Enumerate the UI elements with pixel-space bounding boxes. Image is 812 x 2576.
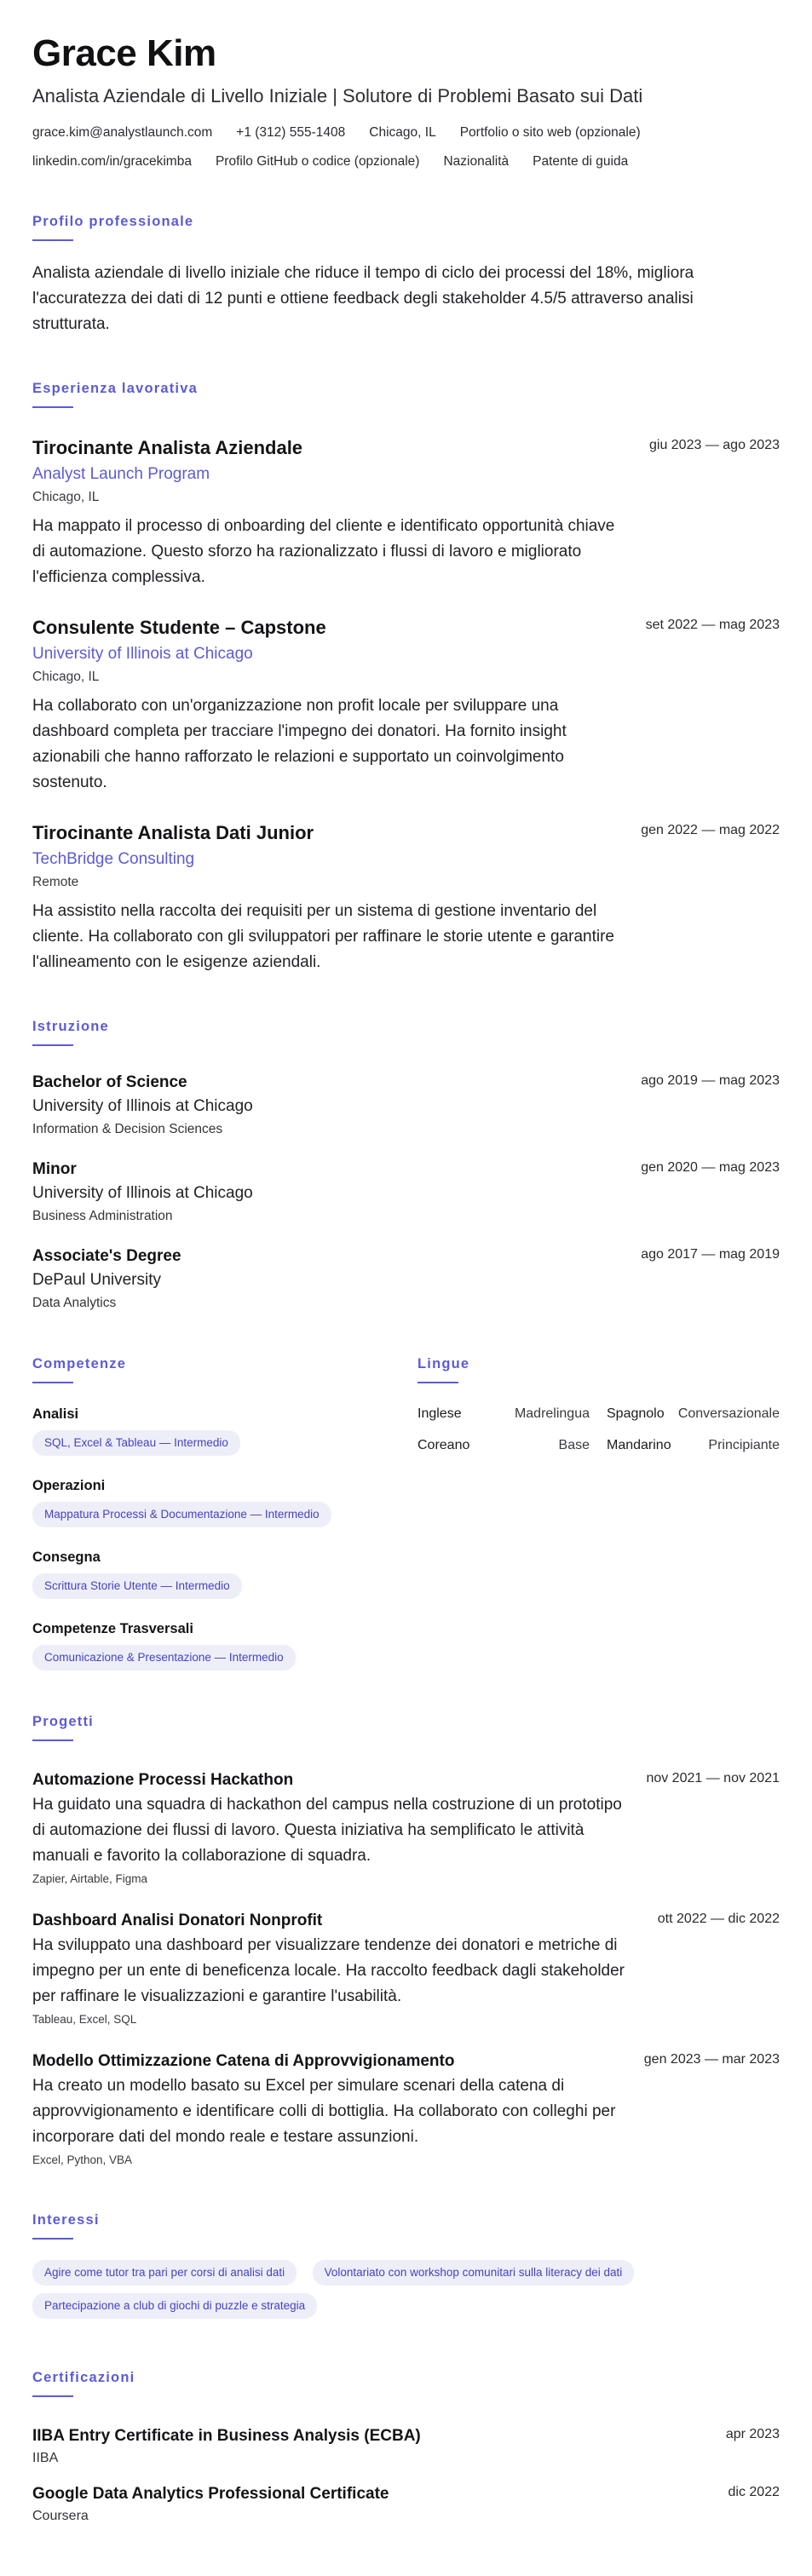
contact-location: Chicago, IL <box>369 125 436 140</box>
project-item <box>32 1769 780 1888</box>
language-name: Coreano <box>418 1438 470 1452</box>
certification-name: IIBA Entry Certificate in Business Analysis (ECBA) <box>32 2427 421 2445</box>
section-title: Lingue <box>418 1356 470 1371</box>
section-divider <box>32 1382 73 1383</box>
certification-date: apr 2023 <box>725 2427 780 2441</box>
employer-name: TechBridge Consulting <box>32 850 195 868</box>
project-title: Dashboard Analisi Donatori Nonprofit <box>32 1912 323 1929</box>
candidate-name: Grace Kim <box>32 32 216 74</box>
language-level: Principiante <box>708 1438 780 1452</box>
contact-linkedin[interactable]: linkedin.com/in/gracekimba <box>32 154 192 169</box>
certification-name: Google Data Analytics Professional Certificate <box>32 2485 389 2503</box>
education-dates: ago 2017 — mag 2019 <box>641 1247 780 1262</box>
section-title: Certificazioni <box>32 2370 135 2385</box>
field-of-study: Business Administration <box>32 1209 173 1223</box>
job-location: Remote <box>32 875 79 889</box>
school-name: University of Illinois at Chicago <box>32 1184 253 1202</box>
skill-group-name: Consegna <box>32 1550 101 1565</box>
section-title: Progetti <box>32 1714 94 1729</box>
skill-group <box>32 1476 418 1527</box>
language-level: Madrelingua <box>514 1406 590 1421</box>
project-item <box>32 2050 780 2169</box>
job-description: Ha collaborato con un'organizzazione non profit locale per sviluppare una dashboard completa per tracciare l'impegno dei donatori. Ha fornito insight azionabili che hanno rafforzato le relazioni e supportato un coinvolgimento sostenuto. <box>32 697 567 791</box>
contact-email[interactable]: grace.kim@analystlaunch.com <box>32 125 213 140</box>
skill-group-name: Analisi <box>32 1406 79 1422</box>
contact-github[interactable]: Profilo GitHub o codice (opzionale) <box>215 154 420 169</box>
school-name: DePaul University <box>32 1271 161 1289</box>
interest-chip: Volontariato con workshop comunitari sulla literacy dei dati <box>313 2260 635 2286</box>
interest-chip: Partecipazione a club di giochi di puzzle e strategia <box>32 2293 317 2319</box>
field-of-study: Information & Decision Sciences <box>32 1122 223 1136</box>
contact-list <box>32 124 765 170</box>
contact-phone[interactable]: +1 (312) 555-1408 <box>236 125 346 140</box>
project-title: Automazione Processi Hackathon <box>32 1771 294 1789</box>
certification-issuer: IIBA <box>32 2451 59 2465</box>
certification-issuer: Coursera <box>32 2509 89 2523</box>
project-technologies: Excel, Python, VBA <box>32 2153 133 2166</box>
language-name: Spagnolo <box>607 1406 665 1421</box>
project-item <box>32 1910 780 2028</box>
skills-languages-row <box>32 1355 780 1670</box>
certification-date: dic 2022 <box>728 2485 780 2499</box>
project-technologies: Zapier, Airtable, Figma <box>32 1872 148 1885</box>
section-title: Competenze <box>32 1356 127 1371</box>
interest-list <box>32 2260 765 2326</box>
section-title: Interessi <box>32 2212 100 2228</box>
skill-group <box>32 1548 418 1599</box>
job-dates: gen 2022 — mag 2022 <box>641 823 780 837</box>
resume-header <box>32 32 780 170</box>
degree-name: Minor <box>32 1160 77 1178</box>
education-item <box>32 1245 780 1313</box>
language-name: Inglese <box>418 1406 462 1421</box>
skill-chip: Scrittura Storie Utente — Intermedio <box>32 1573 242 1599</box>
education-dates: ago 2019 — mag 2023 <box>641 1073 780 1088</box>
education-dates: gen 2020 — mag 2023 <box>641 1160 780 1175</box>
contact-nationality: Nazionalità <box>443 154 510 169</box>
project-description: Ha sviluppato una dashboard per visualizzare tendenze dei donatori e metriche di impegno per un ente di beneficenza locale. Ha raccolto feedback dagli stakeholder per raffinare le visualizzazioni e garantire l'usabilità. <box>32 1936 625 2005</box>
section-divider <box>32 2395 73 2397</box>
skill-group-name: Competenze Trasversali <box>32 1621 193 1636</box>
languages-section <box>418 1355 780 1670</box>
interest-chip: Agire come tutor tra pari per corsi di analisi dati <box>32 2260 297 2286</box>
section-divider <box>32 1044 73 1046</box>
projects-section <box>32 1713 780 2169</box>
degree-name: Associate's Degree <box>32 1247 181 1265</box>
job-description: Ha assistito nella raccolta dei requisiti per un sistema di gestione inventario del cliente. Ha collaborato con gli sviluppatori per raffinare le storie utente e garantire l'allineamento con le esigenze aziendali. <box>32 902 614 971</box>
job-location: Chicago, IL <box>32 490 100 504</box>
section-title: Profilo professionale <box>32 214 194 229</box>
project-technologies: Tableau, Excel, SQL <box>32 2013 137 2026</box>
language-row <box>418 1436 780 1455</box>
degree-name: Bachelor of Science <box>32 1073 187 1091</box>
section-divider <box>32 2238 73 2240</box>
project-dates: ott 2022 — dic 2022 <box>657 1912 780 1926</box>
project-dates: nov 2021 — nov 2021 <box>646 1771 780 1785</box>
job-dates: set 2022 — mag 2023 <box>645 618 780 632</box>
skill-chip: Mappatura Processi & Documentazione — Intermedio <box>32 1502 331 1527</box>
employer-name: University of Illinois at Chicago <box>32 645 253 663</box>
skill-chip: SQL, Excel & Tableau — Intermedio <box>32 1430 240 1456</box>
school-name: University of Illinois at Chicago <box>32 1097 253 1115</box>
job-dates: giu 2023 — ago 2023 <box>648 438 780 452</box>
experience-item <box>32 436 780 590</box>
project-description: Ha creato un modello basato su Excel per simulare scenari della catena di approvvigionamento e identificare colli di bottiglia. Ha collaborato con colleghi per incorporare dati del mondo reale e testare assunzioni. <box>32 2077 616 2146</box>
job-title: Consulente Studente – Capstone <box>32 617 326 638</box>
section-title: Esperienza lavorativa <box>32 381 198 396</box>
skill-group <box>32 1619 418 1670</box>
education-item <box>32 1072 780 1139</box>
section-title: Istruzione <box>32 1019 109 1034</box>
language-level: Conversazionale <box>677 1406 780 1421</box>
interests-section <box>32 2211 780 2326</box>
job-title: Tirocinante Analista Aziendale <box>32 437 303 458</box>
project-dates: gen 2023 — mar 2023 <box>643 2052 780 2067</box>
section-divider <box>32 1739 73 1741</box>
field-of-study: Data Analytics <box>32 1296 117 1310</box>
experience-section <box>32 380 780 975</box>
job-description: Ha mappato il processo di onboarding del cliente e identificato opportunità chiave di automazione. Questo sforzo ha razionalizzato i flussi di lavoro e migliorato l'efficienza complessiva. <box>32 517 615 586</box>
section-divider <box>32 239 73 241</box>
language-level: Base <box>558 1438 590 1452</box>
job-title: Tirocinante Analista Dati Junior <box>32 822 314 843</box>
skill-group-name: Operazioni <box>32 1478 106 1493</box>
job-location: Chicago, IL <box>32 670 100 684</box>
project-title: Modello Ottimizzazione Catena di Approvvigionamento <box>32 2052 455 2070</box>
education-item <box>32 1159 780 1226</box>
project-description: Ha guidato una squadra di hackathon del campus nella costruzione di un prototipo di automazione dei flussi di lavoro. Questa iniziativa ha semplificato le attività manuali e favorito la collaborazione di squadra. <box>32 1796 622 1865</box>
contact-portfolio[interactable]: Portfolio o sito web (opzionale) <box>459 125 641 140</box>
candidate-headline: Analista Aziendale di Livello Iniziale | Solutore di Problemi Basato sui Dati <box>32 85 643 106</box>
skills-section <box>32 1355 418 1670</box>
experience-item <box>32 821 780 975</box>
certifications-section <box>32 2369 780 2526</box>
summary-text: Analista aziendale di livello iniziale che riduce il tempo di ciclo dei processi del 18%, migliora l'accuratezza dei dati di 12 punti e ottiene feedback degli stakeholder 4.5/5 attraverso analisi strutturata. <box>32 264 694 333</box>
language-row <box>418 1405 780 1423</box>
skill-chip: Comunicazione & Presentazione — Intermedio <box>32 1645 296 1670</box>
contact-license: Patente di guida <box>533 154 629 169</box>
experience-item <box>32 616 780 796</box>
certification-item <box>32 2425 780 2468</box>
employer-name: Analyst Launch Program <box>32 465 210 483</box>
skill-group <box>32 1405 418 1456</box>
language-name: Mandarino <box>607 1438 671 1452</box>
section-divider <box>32 406 73 408</box>
section-divider <box>418 1382 458 1383</box>
education-section <box>32 1018 780 1313</box>
certification-item <box>32 2483 780 2526</box>
summary-section <box>32 213 780 337</box>
